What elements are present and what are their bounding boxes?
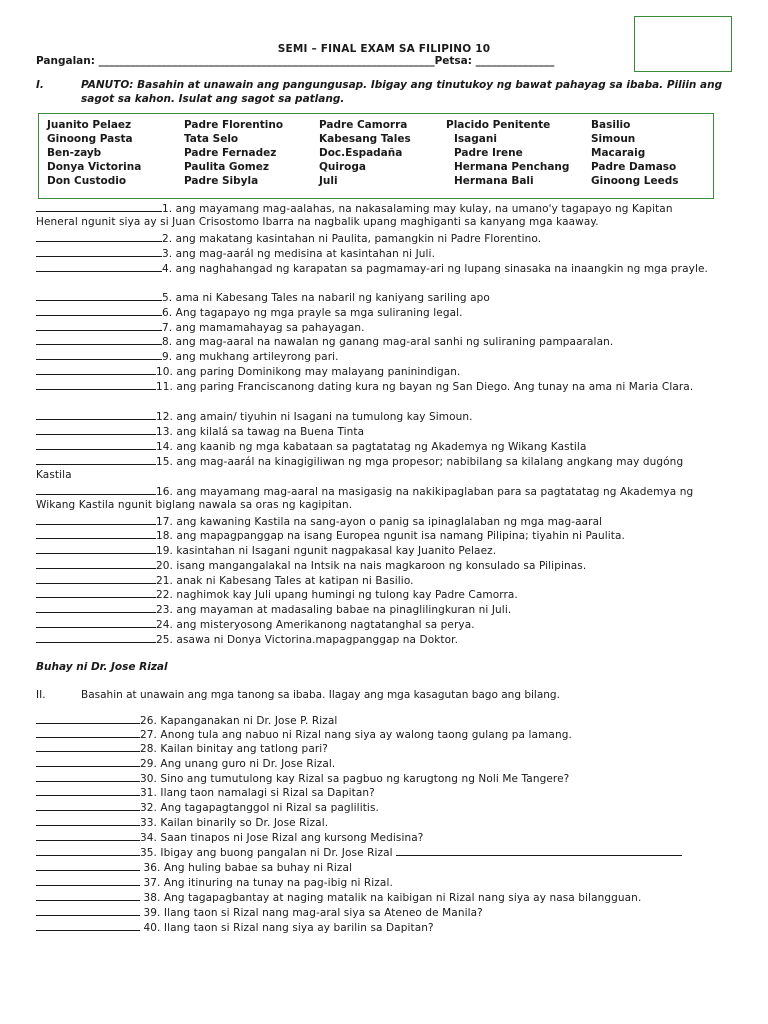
- question-item: [36, 528, 625, 543]
- question-item: [36, 424, 364, 439]
- answer-blank[interactable]: [36, 727, 140, 738]
- answer-blank[interactable]: [36, 424, 156, 435]
- question-text: 2. ang makatang kasintahan ni Paulita, pamangkin ni Padre Florentino.: [162, 233, 542, 245]
- question-text: 9. ang mukhang artileyrong pari.: [162, 351, 339, 363]
- instruction-text: Basahin at unawain ang mga tanong sa ibaba. Ilagay ang mga kasagutan bago ang bilang.: [81, 689, 560, 701]
- choice-item: Ginoong Leeds: [591, 175, 679, 187]
- answer-blank[interactable]: [36, 815, 140, 826]
- question-item: [36, 713, 337, 728]
- choice-item: Juanito Pelaez: [47, 119, 132, 131]
- answer-blank[interactable]: [36, 617, 156, 628]
- answer-blank[interactable]: [36, 290, 162, 301]
- question-item: [36, 756, 335, 771]
- question-text: 20. isang mangangalakal na Intsik na nais magkaroon ng konsulado sa Pilipinas.: [156, 560, 587, 572]
- question-item: [36, 305, 463, 320]
- answer-blank[interactable]: [36, 543, 156, 554]
- answer-blank[interactable]: [36, 800, 140, 811]
- choice-item: Padre Camorra: [319, 119, 408, 131]
- question-text: 17. ang kawaning Kastila na sang-ayon o panig sa ipinaglalaban ng mga mag-aaral: [156, 516, 603, 528]
- question-text: 16. ang mayamang mag-aaral na masigasig na nakikipaglaban para sa pagtatatag ng Akademya ng Wikang Kastila ngunit biglang nawala sa oras ng kagipitan.: [36, 486, 694, 511]
- question-text: 7. ang mamamahayag sa pahayagan.: [162, 322, 365, 334]
- choice-item: Hermana Penchang: [454, 161, 570, 173]
- choice-item: Don Custodio: [47, 175, 127, 187]
- answer-blank[interactable]: [36, 454, 156, 465]
- question-item: [36, 800, 379, 815]
- question-item: [36, 231, 541, 246]
- question-item: [36, 741, 328, 756]
- question-text: 33. Kailan binarily so Dr. Jose Rizal.: [140, 817, 329, 829]
- choice-item: Donya Victorina: [47, 161, 142, 173]
- question-text: 18. ang mapagpanggap na isang Europea ngunit isa namang Pilipina; tiyahin ni Paulita.: [156, 530, 625, 542]
- answer-blank[interactable]: [36, 756, 140, 767]
- question-text: 14. ang kaanib ng mga kabataan sa pagtatatag ng Akademya ng Wikang Kastila: [156, 441, 587, 453]
- question-item: [36, 771, 569, 786]
- answer-choices-box: [38, 113, 714, 199]
- question-text: 6. Ang tagapayo ng mga prayle sa mga suliraning legal.: [162, 307, 463, 319]
- question-text: 39. Ilang taon si Rizal nang mag-aral siya sa Ateneo de Manila?: [140, 907, 483, 919]
- choice-item: Doc.Espadaña: [319, 147, 403, 159]
- question-item: [36, 845, 682, 860]
- choice-item: Basilio: [591, 119, 631, 131]
- choice-item: Simoun: [591, 133, 636, 145]
- choice-item: Placido Penitente: [446, 119, 551, 131]
- question-text: 30. Sino ang tumutulong kay Rizal sa pagbuo ng karugtong ng Noli Me Tangere?: [140, 773, 570, 785]
- question-item: [36, 334, 613, 349]
- question-item: [36, 364, 460, 379]
- question-item: [36, 558, 586, 573]
- question-text: 13. ang kilalá sa tawag na Buena Tinta: [156, 426, 365, 438]
- answer-blank[interactable]: [36, 439, 156, 450]
- choice-item: Padre Florentino: [184, 119, 284, 131]
- question-text: 40. Ilang taon si Rizal nang siya ay barilin sa Dapitan?: [140, 922, 434, 934]
- choice-item: Ginoong Pasta: [47, 133, 133, 145]
- question-item: [36, 409, 473, 424]
- question-item: [36, 543, 496, 558]
- question-text: 19. kasintahan ni Isagani ngunit nagpakasal kay Juanito Pelaez.: [156, 545, 497, 557]
- choice-item: Juli: [319, 175, 338, 187]
- question-text: 36. Ang huling babae sa buhay ni Rizal: [140, 862, 353, 874]
- question-item: [36, 727, 572, 742]
- answer-blank[interactable]: [36, 409, 156, 420]
- question-item: [36, 602, 511, 617]
- instruction-text: PANUTO: Basahin at unawain ang pangungusap. Ibigay ang tinutukoy ng bawat pahayag sa ibaba. Piliin ang sagot sa kahon. Isulat ang sagot sa patlang.: [81, 79, 723, 105]
- question-item: [36, 246, 435, 261]
- answer-blank[interactable]: [36, 860, 140, 871]
- answer-blank[interactable]: [36, 587, 156, 598]
- question-text: 22. naghimok kay Juli upang humingi ng tulong kay Padre Camorra.: [156, 589, 518, 601]
- choice-item: Isagani: [454, 133, 497, 145]
- answer-blank[interactable]: [36, 713, 140, 724]
- choice-item: Paulita Gomez: [184, 161, 269, 173]
- question-text: 32. Ang tagapagtanggol ni Rizal sa paglilitis.: [140, 802, 379, 814]
- question-item: [36, 875, 393, 890]
- question-item: [36, 587, 518, 602]
- exam-title: SEMI – FINAL EXAM SA FILIPINO 10: [277, 43, 491, 55]
- question-text: 5. ama ni Kabesang Tales na nabaril ng kaniyang sariling apo: [162, 292, 490, 304]
- answer-blank[interactable]: [36, 349, 162, 360]
- answer-blank[interactable]: [36, 845, 140, 856]
- choice-item: Ben-zayb: [47, 147, 102, 159]
- choice-item: Tata Selo: [184, 133, 239, 145]
- question-text: 35. Ibigay ang buong pangalan ni Dr. Jose Rizal: [140, 847, 393, 859]
- name-date-line: [36, 55, 554, 67]
- choice-item: Quiroga: [319, 161, 366, 173]
- section-number: I.: [36, 79, 44, 91]
- question-item: [36, 349, 339, 364]
- answer-blank[interactable]: [36, 632, 156, 643]
- choice-item: Padre Irene: [454, 147, 523, 159]
- question-text: 27. Anong tula ang nabuo ni Rizal nang siya ay walong taong gulang pa lamang.: [140, 729, 572, 741]
- date-field[interactable]: _______________: [475, 55, 555, 67]
- question-text: 26. Kapanganakan ni Dr. Jose P. Rizal: [140, 715, 338, 727]
- question-item: [36, 201, 712, 229]
- question-text: 28. Kailan binitay ang tatlong pari?: [140, 743, 328, 755]
- question-text: 4. ang naghahangad ng karapatan sa pagmamay-ari ng lupang sinasaka na inaangkin ng mga prayle.: [162, 263, 708, 275]
- question-text: 37. Ang itinuring na tunay na pag-ibig ni Rizal.: [140, 877, 393, 889]
- answer-blank[interactable]: [36, 484, 156, 495]
- question-text: 11. ang paring Franciscanong dating kura ng bayan ng San Diego. Ang tunay na ama ni Maria Clara.: [156, 381, 694, 393]
- section-heading: Buhay ni Dr. Jose Rizal: [36, 661, 168, 673]
- answer-blank[interactable]: [36, 528, 156, 539]
- answer-blank[interactable]: [36, 741, 140, 752]
- answer-blank[interactable]: [36, 305, 162, 316]
- name-field[interactable]: ________________________________________________________________: [98, 55, 435, 67]
- answer-blank[interactable]: [36, 771, 140, 782]
- question-text: 1. ang mayamang mag-aalahas, na nakasalaming may kulay, na umano'y tagapayo ng Kapitan Heneral ngunit siya ay si Juan Crisostomo Ibarra na nagbalik upang maghiganti sa kanyang mga kaaway.: [36, 203, 673, 228]
- choice-item: Kabesang Tales: [319, 133, 411, 145]
- choice-item: Padre Damaso: [591, 161, 677, 173]
- question-item: [36, 290, 490, 305]
- question-item: [36, 815, 328, 830]
- question-text: 10. ang paring Dominikong may malayang paninindigan.: [156, 366, 461, 378]
- question-item: [36, 573, 414, 588]
- question-item: [36, 830, 423, 845]
- choice-item: Macaraig: [591, 147, 646, 159]
- answer-blank[interactable]: [36, 320, 162, 331]
- name-label: Pangalan:: [36, 55, 95, 67]
- answer-blank[interactable]: [36, 334, 162, 345]
- question-text: 23. ang mayaman at madasaling babae na pinaglilingkuran ni Juli.: [156, 604, 512, 616]
- question-item: [36, 920, 434, 935]
- choice-item: Hermana Bali: [454, 175, 534, 187]
- question-item: [36, 785, 375, 800]
- question-item: [36, 905, 483, 920]
- question-text: 38. Ang tagapagbantay at naging matalik na kaibigan ni Rizal nang siya ay nasa bilangguan.: [140, 892, 642, 904]
- question-text: 15. ang mag-aarál na kinagigiliwan ng mga propesor; nabibilang sa kilalang angkang may dugóng Kastila: [36, 456, 684, 481]
- answer-blank[interactable]: [36, 602, 156, 613]
- question-item: [36, 379, 712, 394]
- answer-blank[interactable]: [36, 890, 140, 901]
- question-item: [36, 860, 352, 875]
- question-item: [36, 484, 712, 512]
- question-item: [36, 261, 712, 276]
- date-label: Petsa:: [434, 55, 472, 67]
- full-name-blank[interactable]: [396, 845, 682, 856]
- question-item: [36, 617, 475, 632]
- question-text: 29. Ang unang guro ni Dr. Jose Rizal.: [140, 758, 336, 770]
- answer-blank[interactable]: [36, 201, 162, 212]
- question-text: 8. ang mag-aaral na nawalan ng ganang mag-aral sanhi ng suliraning pampaaralan.: [162, 336, 614, 348]
- question-text: 25. asawa ni Donya Victorina.mapagpanggap na Doktor.: [156, 634, 459, 646]
- answer-blank[interactable]: [36, 246, 162, 257]
- question-item: [36, 514, 602, 529]
- question-text: 34. Saan tinapos ni Jose Rizal ang kursong Medisina?: [140, 832, 424, 844]
- question-text: 3. ang mag-aarál ng medisina at kasintahan ni Juli.: [162, 248, 436, 260]
- answer-blank[interactable]: [36, 830, 140, 841]
- answer-blank[interactable]: [36, 379, 156, 390]
- question-text: 21. anak ni Kabesang Tales at katipan ni Basilio.: [156, 575, 414, 587]
- answer-blank[interactable]: [36, 875, 140, 886]
- question-item: [36, 632, 458, 647]
- question-text: 12. ang amain/ tiyuhin ni Isagani na tumulong kay Simoun.: [156, 411, 473, 423]
- answer-blank[interactable]: [36, 514, 156, 525]
- answer-blank[interactable]: [36, 261, 162, 272]
- question-item: [36, 439, 586, 454]
- question-text: 31. Ilang taon namalagi si Rizal sa Dapitan?: [140, 787, 375, 799]
- question-item: [36, 454, 712, 482]
- choice-item: Padre Fernadez: [184, 147, 277, 159]
- answer-blank[interactable]: [36, 785, 140, 796]
- answer-blank[interactable]: [36, 231, 162, 242]
- answer-blank[interactable]: [36, 558, 156, 569]
- question-item: [36, 890, 641, 905]
- question-item: [36, 320, 365, 335]
- section-number: II.: [36, 689, 46, 701]
- answer-blank[interactable]: [36, 573, 156, 584]
- choice-item: Padre Sibyla: [184, 175, 259, 187]
- answer-blank[interactable]: [36, 364, 156, 375]
- answer-blank[interactable]: [36, 920, 140, 931]
- question-text: 24. ang misteryosong Amerikanong nagtatanghal sa perya.: [156, 619, 475, 631]
- answer-blank[interactable]: [36, 905, 140, 916]
